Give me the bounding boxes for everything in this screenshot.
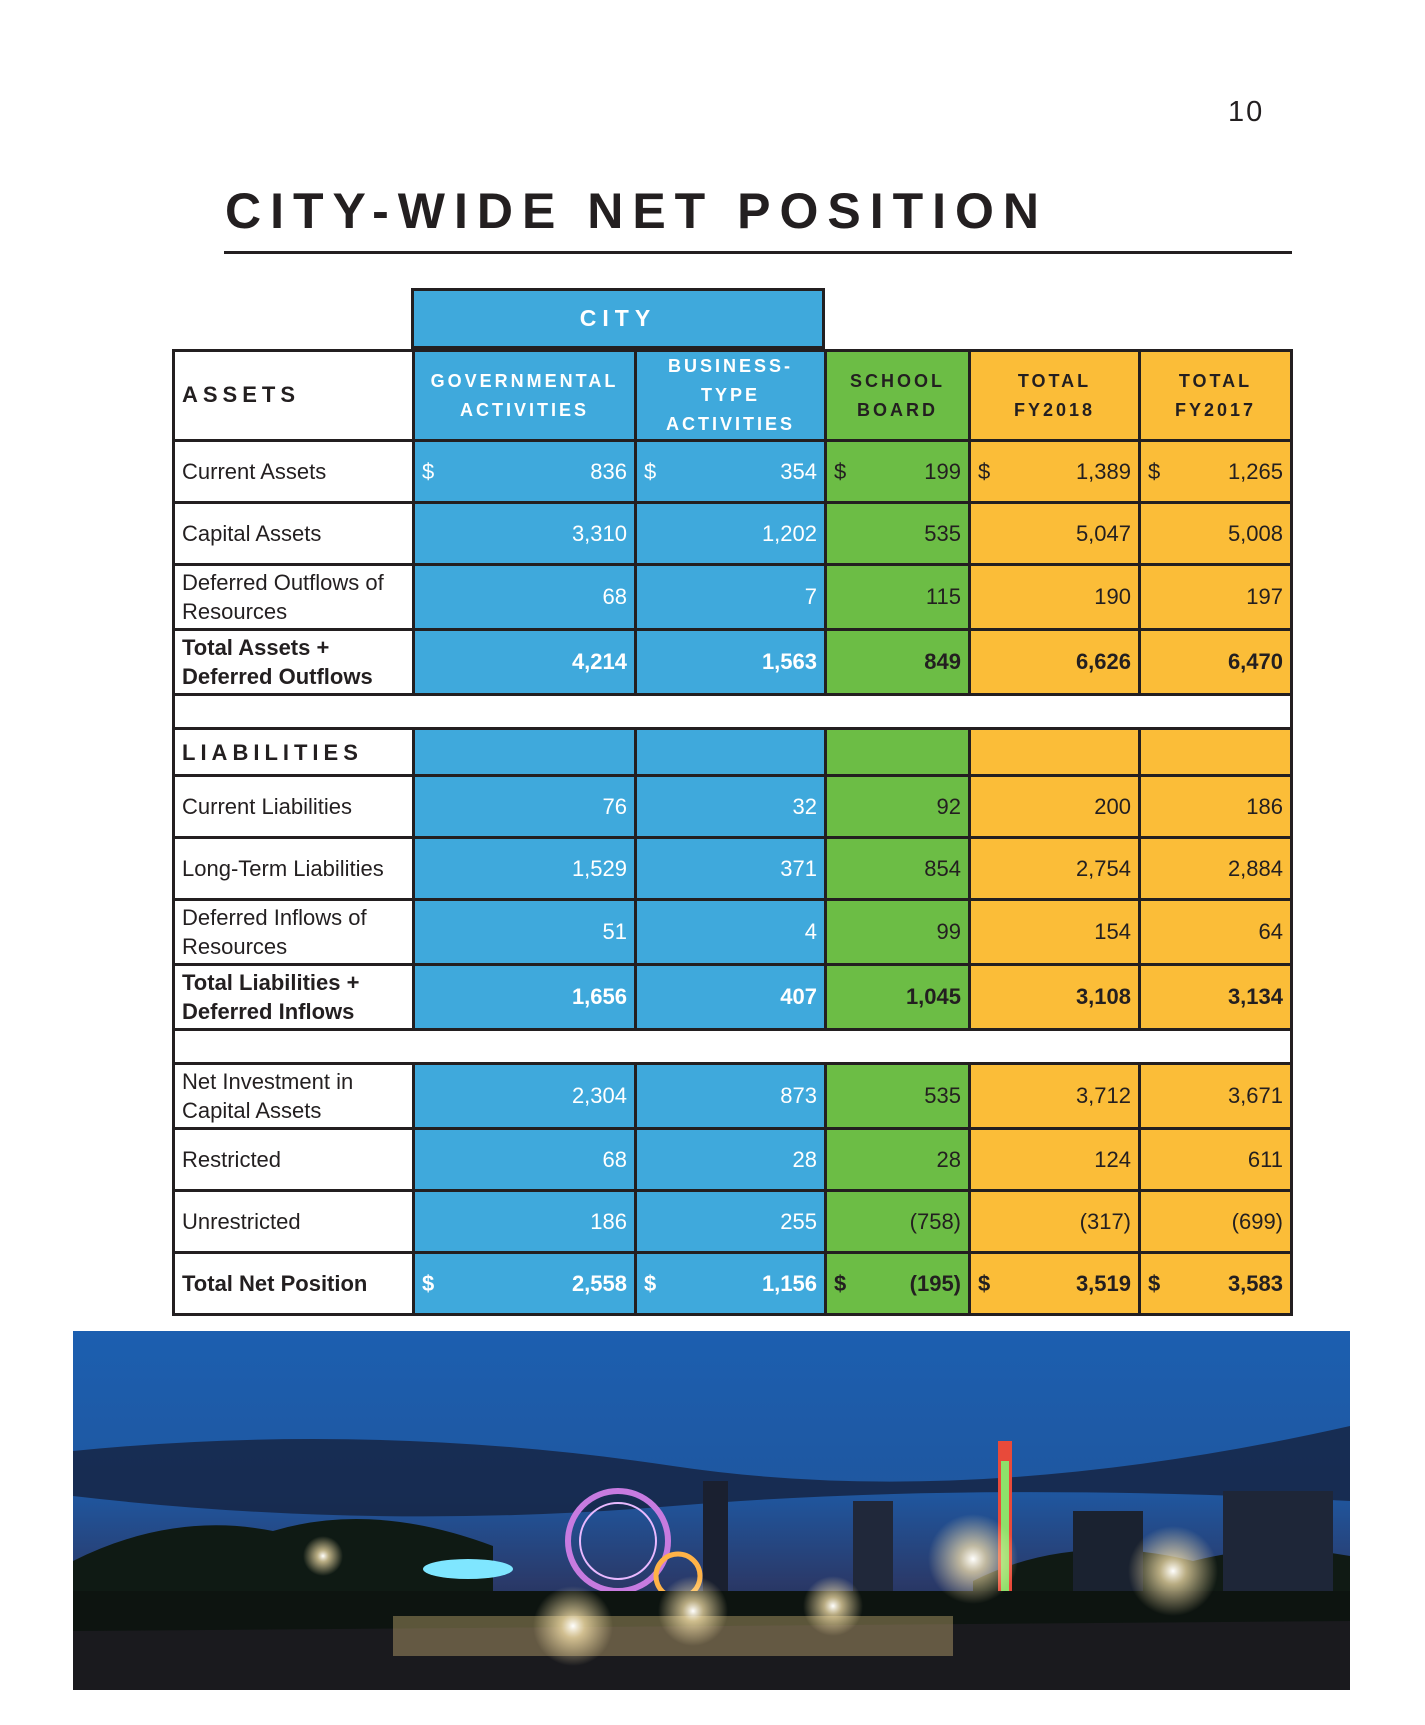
cell-value: 64 xyxy=(1258,919,1283,944)
cell-value: 371 xyxy=(780,855,817,881)
cell-value: 1,202 xyxy=(761,520,817,546)
net_position-row xyxy=(174,1129,1292,1191)
cell-business-type xyxy=(636,1191,826,1253)
cell-value: 190 xyxy=(1094,584,1131,609)
page-title: CITY-WIDE NET POSITION xyxy=(225,183,1049,239)
cell-value: 200 xyxy=(1094,793,1131,819)
cell-governmental xyxy=(414,1253,636,1315)
cell-business-type xyxy=(636,1064,826,1129)
cell-value: 28 xyxy=(936,1146,961,1172)
cell-total-fy2017 xyxy=(1140,441,1292,503)
cell-total-fy2018 xyxy=(970,441,1140,503)
cell-value: 255 xyxy=(780,1208,817,1234)
cell-total-fy2018 xyxy=(970,1064,1140,1129)
row-label: Unrestricted xyxy=(174,1191,414,1253)
cell-school-board xyxy=(826,441,970,503)
cell-total-fy2017 xyxy=(1140,503,1292,565)
cell-total-fy2018 xyxy=(970,1129,1140,1191)
cell-value: (195) xyxy=(909,1270,961,1296)
cell-total-fy2017 xyxy=(1140,1129,1292,1191)
cell-value: 28 xyxy=(792,1146,817,1172)
cell-value: 186 xyxy=(1246,793,1283,819)
page-number: 10 xyxy=(1228,96,1265,128)
cell-school-board xyxy=(826,776,970,838)
cell-business-type xyxy=(636,1253,826,1315)
cell-school-board xyxy=(826,1253,970,1315)
net_position-row xyxy=(174,1191,1292,1253)
cell-value: 51 xyxy=(602,919,627,944)
cell-business-type xyxy=(636,630,826,695)
cell-value: 3,712 xyxy=(1075,1083,1131,1108)
liabilities-section-label: LIABILITIES xyxy=(174,729,414,776)
spacer-row xyxy=(174,1030,1292,1064)
cell-value: 4,214 xyxy=(571,649,627,674)
cell-value: 197 xyxy=(1246,584,1283,609)
liabilities-row xyxy=(174,965,1292,1030)
currency-symbol: $ xyxy=(834,458,847,484)
cell-business-type xyxy=(636,776,826,838)
cell-school-board xyxy=(826,503,970,565)
cell-governmental xyxy=(414,965,636,1030)
cell-school-board xyxy=(826,1129,970,1191)
cell-value: 76 xyxy=(602,793,627,819)
assets-row xyxy=(174,503,1292,565)
cell-value: 5,047 xyxy=(1075,520,1131,546)
cell-total-fy2017 xyxy=(1140,630,1292,695)
cell-value: 2,304 xyxy=(571,1083,627,1108)
cell-value: 3,671 xyxy=(1227,1083,1283,1108)
cell-value: 1,265 xyxy=(1227,458,1283,484)
spacer-row xyxy=(174,695,1292,729)
cell-value: 849 xyxy=(924,649,961,674)
cell-governmental xyxy=(414,1064,636,1129)
cell-value: 154 xyxy=(1094,919,1131,944)
currency-symbol: $ xyxy=(978,1270,991,1296)
cell-value: 124 xyxy=(1094,1146,1131,1172)
cell-value: 1,529 xyxy=(571,855,627,881)
cell-value: (758) xyxy=(909,1208,961,1234)
cell-value: 199 xyxy=(924,458,961,484)
row-label: Total Liabilities + Deferred Inflows xyxy=(174,965,414,1030)
currency-symbol: $ xyxy=(978,458,991,484)
cell-value: 2,754 xyxy=(1075,855,1131,881)
header-governmental: GOVERNMENTAL ACTIVITIES xyxy=(414,351,636,441)
assets-row xyxy=(174,565,1292,630)
cell-value: 1,045 xyxy=(905,984,961,1009)
header-school-board: SCHOOL BOARD xyxy=(826,351,970,441)
cell-total-fy2017 xyxy=(1140,1191,1292,1253)
liabilities-row xyxy=(174,838,1292,900)
cell-business-type xyxy=(636,965,826,1030)
cell-school-board xyxy=(826,965,970,1030)
cell-value: 7 xyxy=(804,584,817,609)
assets-section-label: ASSETS xyxy=(174,351,414,441)
cell-value: (317) xyxy=(1079,1208,1131,1234)
fair-night-photo-art xyxy=(73,1331,1350,1690)
cell-total-fy2018 xyxy=(970,838,1140,900)
empty-cell-governmental xyxy=(414,729,636,776)
cell-business-type xyxy=(636,503,826,565)
empty-cell-school-board xyxy=(826,729,970,776)
cell-value: 99 xyxy=(936,919,961,944)
cell-governmental xyxy=(414,1129,636,1191)
cell-school-board xyxy=(826,838,970,900)
cell-governmental xyxy=(414,630,636,695)
cell-value: 3,108 xyxy=(1075,984,1131,1009)
cell-value: 3,519 xyxy=(1075,1270,1131,1296)
currency-symbol: $ xyxy=(644,458,657,484)
cell-value: 2,558 xyxy=(571,1270,627,1296)
cell-value: 1,563 xyxy=(761,649,817,674)
cell-governmental xyxy=(414,441,636,503)
cell-value: 611 xyxy=(1247,1146,1283,1172)
city-group-header: CITY xyxy=(411,288,825,349)
cell-total-fy2018 xyxy=(970,503,1140,565)
cell-total-fy2018 xyxy=(970,630,1140,695)
row-label: Long-Term Liabilities xyxy=(174,838,414,900)
cell-governmental xyxy=(414,900,636,965)
net-position-table xyxy=(172,349,1293,1316)
cell-value: 6,470 xyxy=(1227,649,1283,674)
row-label: Deferred Inflows of Resources xyxy=(174,900,414,965)
header-total-fy2018: TOTAL FY2018 xyxy=(970,351,1140,441)
cell-total-fy2017 xyxy=(1140,776,1292,838)
cell-total-fy2017 xyxy=(1140,1253,1292,1315)
header-row xyxy=(174,351,1292,441)
currency-symbol: $ xyxy=(1148,458,1161,484)
currency-symbol: $ xyxy=(422,1270,435,1296)
empty-cell-total-fy2017 xyxy=(1140,729,1292,776)
row-label: Capital Assets xyxy=(174,503,414,565)
empty-cell-total-fy2018 xyxy=(970,729,1140,776)
cell-value: 68 xyxy=(602,1146,627,1172)
assets-row xyxy=(174,441,1292,503)
cell-value: 92 xyxy=(936,793,961,819)
header-total-fy2017: TOTAL FY2017 xyxy=(1140,351,1292,441)
cell-value: 535 xyxy=(924,520,961,546)
cell-governmental xyxy=(414,565,636,630)
cell-total-fy2018 xyxy=(970,965,1140,1030)
cell-value: 1,156 xyxy=(761,1270,817,1296)
cell-total-fy2017 xyxy=(1140,1064,1292,1129)
liabilities-row xyxy=(174,776,1292,838)
cell-value: 873 xyxy=(780,1083,817,1108)
cell-school-board xyxy=(826,630,970,695)
currency-symbol: $ xyxy=(1148,1270,1161,1296)
cell-value: 115 xyxy=(925,584,961,609)
currency-symbol: $ xyxy=(422,458,435,484)
cell-total-fy2018 xyxy=(970,776,1140,838)
cell-school-board xyxy=(826,565,970,630)
cell-school-board xyxy=(826,900,970,965)
fair-night-photo xyxy=(73,1331,1350,1690)
cell-value: 6,626 xyxy=(1075,649,1131,674)
cell-value: 68 xyxy=(602,584,627,609)
cell-value: 354 xyxy=(780,458,817,484)
cell-value: 3,134 xyxy=(1227,984,1283,1009)
cell-value: 535 xyxy=(924,1083,961,1108)
cell-value: 4 xyxy=(804,919,817,944)
liabilities-header-row xyxy=(174,729,1292,776)
cell-value: 1,656 xyxy=(571,984,627,1009)
net_position-row xyxy=(174,1253,1292,1315)
cell-total-fy2018 xyxy=(970,1253,1140,1315)
cell-school-board xyxy=(826,1064,970,1129)
cell-governmental xyxy=(414,1191,636,1253)
row-label: Net Investment in Capital Assets xyxy=(174,1064,414,1129)
cell-business-type xyxy=(636,565,826,630)
cell-business-type xyxy=(636,900,826,965)
cell-school-board xyxy=(826,1191,970,1253)
cell-value: 407 xyxy=(780,984,817,1009)
currency-symbol: $ xyxy=(834,1270,847,1296)
cell-business-type xyxy=(636,441,826,503)
assets-row xyxy=(174,630,1292,695)
cell-total-fy2018 xyxy=(970,1191,1140,1253)
cell-total-fy2017 xyxy=(1140,965,1292,1030)
row-label: Total Assets + Deferred Outflows xyxy=(174,630,414,695)
cell-business-type xyxy=(636,1129,826,1191)
cell-governmental xyxy=(414,838,636,900)
cell-governmental xyxy=(414,503,636,565)
cell-value: 1,389 xyxy=(1075,458,1131,484)
header-business-type: BUSINESS-TYPE ACTIVITIES xyxy=(636,351,826,441)
cell-value: 3,583 xyxy=(1227,1270,1283,1296)
cell-total-fy2017 xyxy=(1140,565,1292,630)
cell-total-fy2018 xyxy=(970,900,1140,965)
cell-value: 2,884 xyxy=(1227,855,1283,881)
row-label: Total Net Position xyxy=(174,1253,414,1315)
cell-value: 3,310 xyxy=(571,520,627,546)
cell-total-fy2018 xyxy=(970,565,1140,630)
cell-business-type xyxy=(636,838,826,900)
empty-cell-business-type xyxy=(636,729,826,776)
currency-symbol: $ xyxy=(644,1270,657,1296)
net_position-row xyxy=(174,1064,1292,1129)
row-label: Current Liabilities xyxy=(174,776,414,838)
cell-value: 836 xyxy=(590,458,627,484)
liabilities-row xyxy=(174,900,1292,965)
cell-value: 5,008 xyxy=(1227,520,1283,546)
cell-value: 186 xyxy=(590,1208,627,1234)
cell-governmental xyxy=(414,776,636,838)
title-rule xyxy=(224,251,1292,254)
cell-total-fy2017 xyxy=(1140,838,1292,900)
cell-value: 854 xyxy=(924,855,961,881)
cell-value: (699) xyxy=(1231,1208,1283,1234)
row-label: Deferred Outflows of Resources xyxy=(174,565,414,630)
row-label: Restricted xyxy=(174,1129,414,1191)
row-label: Current Assets xyxy=(174,441,414,503)
cell-value: 32 xyxy=(792,793,817,819)
cell-total-fy2017 xyxy=(1140,900,1292,965)
